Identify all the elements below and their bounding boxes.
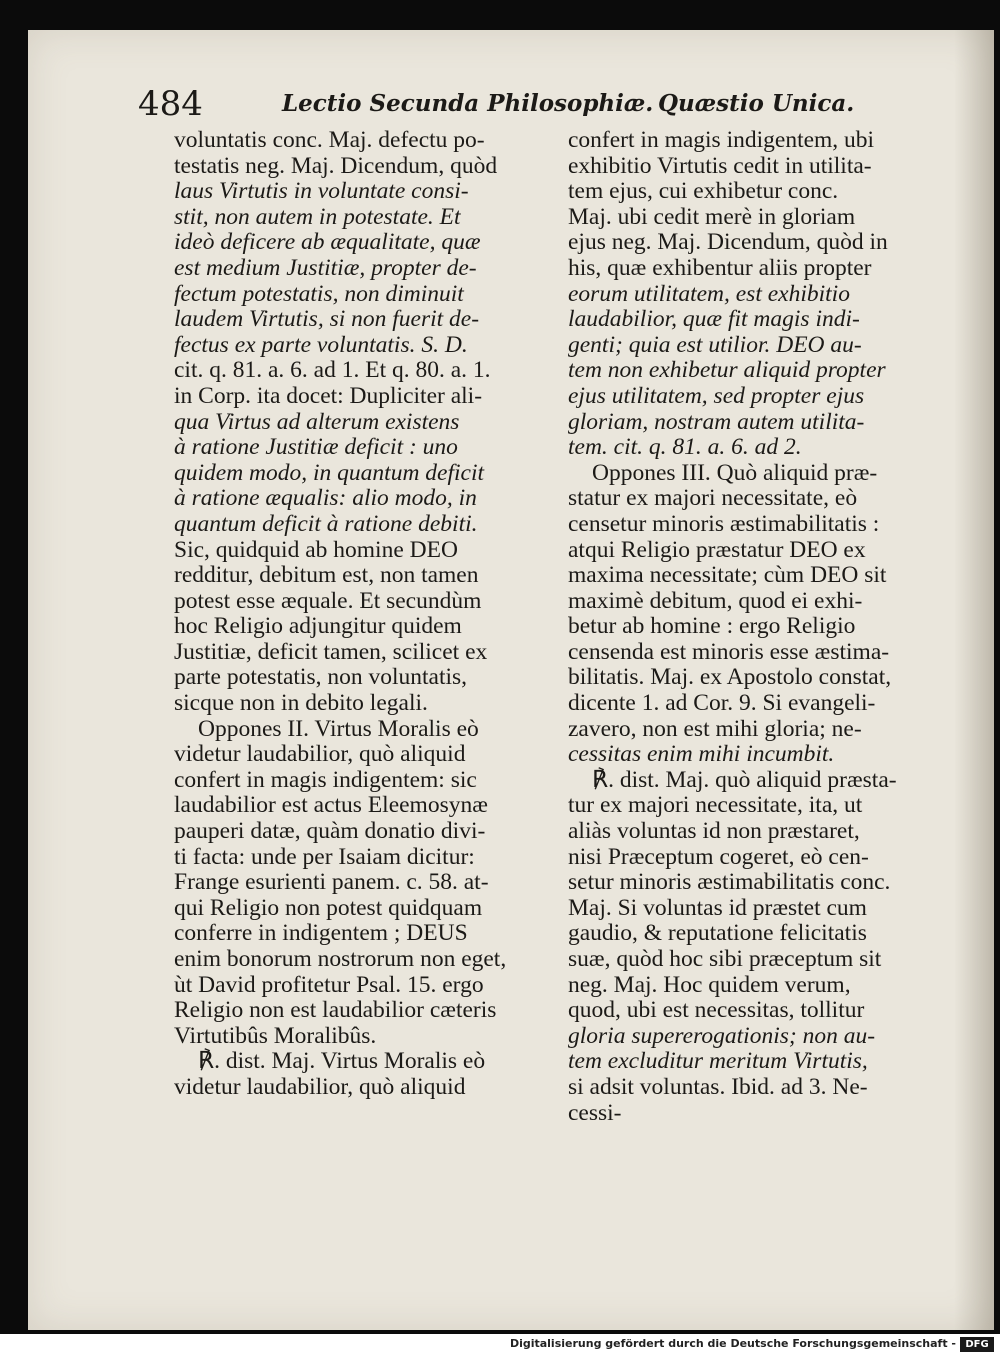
text-line: est medium Justitiæ, propter de- bbox=[174, 254, 477, 281]
text-line: laus Virtutis in voluntate consi- bbox=[174, 178, 469, 205]
text-line: ejus utilitatem, sed propter ejus bbox=[568, 382, 865, 409]
text-line: Frange esurienti panem. c. 58. at- bbox=[174, 869, 489, 896]
text-line: zavero, non est mihi gloria; ne- bbox=[568, 715, 862, 742]
text-line: Religio non est laudabilior cæteris bbox=[174, 997, 497, 1024]
text-line: stit, non autem in potestate. Et bbox=[174, 203, 461, 230]
text-line: fectum potestatis, non diminuit bbox=[174, 280, 464, 307]
text-line: ti facta: unde per Isaiam dicitur: bbox=[174, 843, 475, 870]
text-line: maximè debitum, quod ei exhi- bbox=[568, 587, 863, 614]
text-line: ℟. dist. Maj. quò aliquid præsta- bbox=[592, 766, 897, 793]
text-line: Sic, quidquid ab homine DEO bbox=[174, 536, 458, 563]
text-line: quidem modo, in quantum deficit bbox=[174, 459, 485, 486]
text-line: si adsit voluntas. Ibid. ad 3. Ne- bbox=[568, 1073, 868, 1100]
text-line: in Corp. ita docet: Dupliciter ali- bbox=[174, 382, 483, 409]
text-line: aliàs voluntas id non præstaret, bbox=[568, 818, 860, 845]
text-line: videtur laudabilior, quò aliquid bbox=[174, 741, 466, 768]
text-line: quantum deficit à ratione debiti. bbox=[174, 510, 478, 537]
running-title: Lectio Secunda Philosophiæ. bbox=[282, 90, 654, 117]
text-line: gloriam, nostram autem utilita- bbox=[568, 408, 865, 435]
text-line: statur ex majori necessitate, eò bbox=[568, 485, 858, 512]
text-line: Maj. ubi cedit merè in gloriam bbox=[568, 203, 856, 230]
text-line: qua Virtus ad alterum existens bbox=[174, 408, 460, 435]
text-line: maxima necessitate; cùm DEO sit bbox=[568, 562, 887, 589]
text-line: tem ejus, cui exhibetur conc. bbox=[568, 178, 839, 205]
text-line: à ratione æqualis: alio modo, in bbox=[174, 485, 477, 512]
text-line: Oppones II. Virtus Moralis eò bbox=[198, 715, 479, 742]
funding-credit: Digitalisierung gefördert durch die Deutsche Forschungsgemeinschaft - bbox=[509, 1337, 956, 1350]
text-line: tem. cit. q. 81. a. 6. ad 2. bbox=[568, 434, 802, 461]
text-line: Maj. Si voluntas id præstet cum bbox=[568, 894, 867, 921]
text-line: potest esse æquale. Et secundùm bbox=[174, 587, 482, 614]
text-line: redditur, debitum est, non tamen bbox=[174, 562, 479, 589]
text-line: voluntatis conc. Maj. defectu po- bbox=[174, 127, 485, 153]
text-line: neg. Maj. Hoc quidem verum, bbox=[568, 971, 851, 998]
text-line: cessitas enim mihi incumbit. bbox=[568, 741, 835, 768]
text-line: tem excluditur meritum Virtutis, bbox=[568, 1048, 868, 1075]
text-line: setur minoris æstimabilitatis conc. bbox=[568, 869, 891, 896]
text-line: enim bonorum nostrorum non eget, bbox=[174, 946, 507, 972]
text-line: tur ex majori necessitate, ita, ut bbox=[568, 792, 863, 819]
text-line: exhibitio Virtutis cedit in utilita- bbox=[568, 152, 872, 179]
text-line: gloria supererogationis; non au- bbox=[568, 1022, 876, 1049]
text-line: laudem Virtutis, si non fuerit de- bbox=[174, 306, 480, 333]
text-line: hoc Religio adjungitur quidem bbox=[174, 613, 462, 640]
text-line: quod, ubi est necessitas, tollitur bbox=[568, 997, 865, 1024]
text-line: à ratione Justitiæ deficit : uno bbox=[174, 434, 458, 461]
text-line: ℟. dist. Maj. Virtus Moralis eò bbox=[198, 1048, 486, 1075]
running-question: Quæstio Unica. bbox=[658, 90, 855, 117]
text-line: ideò deficere ab æqualitate, quæ bbox=[174, 229, 481, 256]
text-line: cessi- bbox=[568, 1099, 622, 1126]
text-line: sicque non in debito legali. bbox=[174, 690, 428, 717]
right-text-column bbox=[568, 128, 952, 1126]
text-line: eorum utilitatem, est exhibitio bbox=[568, 280, 850, 307]
left-text-column bbox=[174, 128, 558, 1101]
text-line: tem non exhibetur aliquid propter bbox=[568, 357, 886, 384]
running-header bbox=[138, 84, 858, 130]
text-line: suæ, quòd hoc sibi præceptum sit bbox=[568, 946, 882, 972]
text-line: Justitiæ, deficit tamen, scilicet ex bbox=[174, 638, 488, 665]
page-number: 484 bbox=[138, 84, 203, 124]
text-line: fectus ex parte voluntatis. S. D. bbox=[174, 331, 468, 358]
text-line: Virtutibûs Moralibûs. bbox=[174, 1022, 377, 1049]
text-line: confert in magis indigentem: sic bbox=[174, 766, 477, 793]
text-line: gaudio, & reputatione felicitatis bbox=[568, 920, 867, 947]
text-line: betur ab homine : ergo Religio bbox=[568, 613, 856, 640]
text-line: laudabilior, quæ fit magis indi- bbox=[568, 306, 860, 333]
text-line: cit. q. 81. a. 6. ad 1. Et q. 80. a. 1. bbox=[174, 357, 491, 384]
text-line: ùt David profitetur Psal. 15. ergo bbox=[174, 971, 484, 998]
text-line: Oppones III. Quò aliquid præ- bbox=[592, 459, 878, 486]
text-line: dicente 1. ad Cor. 9. Si evangeli- bbox=[568, 690, 876, 717]
text-line: censenda est minoris esse æstima- bbox=[568, 638, 890, 665]
text-line: atqui Religio præstatur DEO ex bbox=[568, 536, 866, 563]
text-line: his, quæ exhibentur aliis propter bbox=[568, 254, 872, 281]
text-line: laudabilior est actus Eleemosynæ bbox=[174, 792, 488, 819]
text-line: qui Religio non potest quidquam bbox=[174, 894, 483, 921]
text-line: testatis neg. Maj. Dicendum, quòd bbox=[174, 152, 498, 179]
page-gutter-shadow bbox=[954, 30, 994, 1330]
text-line: censetur minoris æstimabilitatis : bbox=[568, 510, 880, 537]
text-line: conferre in indigentem ; DEUS bbox=[174, 920, 468, 947]
text-line: videtur laudabilior, quò aliquid bbox=[174, 1073, 466, 1100]
text-line: parte potestatis, non voluntatis, bbox=[174, 664, 468, 691]
text-line: ejus neg. Maj. Dicendum, quòd in bbox=[568, 229, 888, 256]
text-line: genti; quia est utilior. DEO au- bbox=[568, 331, 862, 358]
text-line: pauperi datæ, quàm donatio divi- bbox=[174, 818, 486, 845]
footer-bar bbox=[0, 1334, 1000, 1356]
text-line: nisi Præceptum cogeret, eò cen- bbox=[568, 843, 869, 870]
dfg-logo: DFG bbox=[960, 1337, 994, 1352]
text-line: bilitatis. Maj. ex Apostolo constat, bbox=[568, 664, 892, 691]
text-line: confert in magis indigentem, ubi bbox=[568, 127, 875, 153]
